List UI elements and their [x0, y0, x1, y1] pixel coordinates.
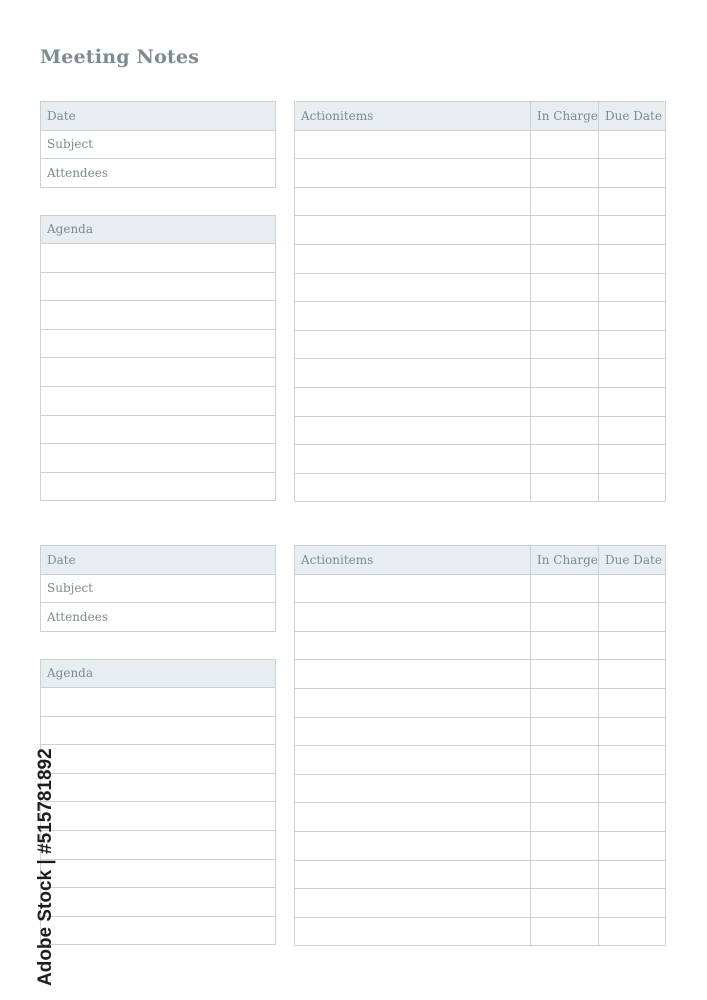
in-charge-cell[interactable]	[531, 187, 599, 216]
due-date-cell[interactable]	[599, 445, 666, 474]
agenda-row	[41, 859, 276, 888]
actionitems-header: Actionitems	[295, 102, 531, 131]
in-charge-cell[interactable]	[531, 860, 599, 889]
agenda-entry-cell[interactable]	[41, 916, 276, 945]
action-item-cell[interactable]	[295, 603, 531, 632]
action-item-cell[interactable]	[295, 831, 531, 860]
in-charge-cell[interactable]	[531, 746, 599, 775]
in-charge-cell[interactable]	[531, 216, 599, 245]
action-item-cell[interactable]	[295, 159, 531, 188]
agenda-header: Agenda	[41, 215, 276, 244]
due-date-cell[interactable]	[599, 746, 666, 775]
in-charge-cell[interactable]	[531, 445, 599, 474]
due-date-cell[interactable]	[599, 889, 666, 918]
agenda-entry-cell[interactable]	[41, 244, 276, 273]
action-item-row	[295, 717, 666, 746]
in-charge-cell[interactable]	[531, 831, 599, 860]
watermark-text: Adobe Stock | #515781892	[35, 748, 56, 986]
due-date-header: Due Date	[599, 546, 666, 575]
in-charge-cell[interactable]	[531, 159, 599, 188]
action-item-cell[interactable]	[295, 387, 531, 416]
action-item-cell[interactable]	[295, 860, 531, 889]
action-item-row	[295, 917, 666, 946]
agenda-row	[41, 888, 276, 917]
action-item-row	[295, 660, 666, 689]
agenda-header-row	[41, 215, 276, 244]
due-date-cell[interactable]	[599, 717, 666, 746]
action-item-row	[295, 889, 666, 918]
in-charge-cell[interactable]	[531, 574, 599, 603]
agenda-row	[41, 244, 276, 273]
action-item-cell[interactable]	[295, 216, 531, 245]
actionitems-header: Actionitems	[295, 546, 531, 575]
agenda-row	[41, 716, 276, 745]
action-item-row	[295, 603, 666, 632]
in-charge-cell[interactable]	[531, 273, 599, 302]
due-date-cell[interactable]	[599, 831, 666, 860]
agenda-table	[40, 215, 276, 502]
action-item-row	[295, 445, 666, 474]
action-item-row	[295, 473, 666, 502]
agenda-row	[41, 773, 276, 802]
agenda-entry-cell[interactable]	[41, 831, 276, 860]
agenda-row	[41, 301, 276, 330]
info-row-attendees	[41, 159, 276, 188]
action-item-cell[interactable]	[295, 774, 531, 803]
action-items-table	[294, 101, 666, 502]
in-charge-cell[interactable]	[531, 244, 599, 273]
agenda-header-row	[41, 659, 276, 688]
due-date-cell[interactable]	[599, 273, 666, 302]
action-items-header-row	[295, 546, 666, 575]
attendees-label: Attendees	[41, 603, 276, 632]
in-charge-cell[interactable]	[531, 917, 599, 946]
due-date-cell[interactable]	[599, 860, 666, 889]
in-charge-cell[interactable]	[531, 330, 599, 359]
action-item-row	[295, 688, 666, 717]
action-item-row	[295, 130, 666, 159]
due-date-cell[interactable]	[599, 603, 666, 632]
agenda-row	[41, 415, 276, 444]
action-item-cell[interactable]	[295, 803, 531, 832]
due-date-cell[interactable]	[599, 416, 666, 445]
agenda-entry-cell[interactable]	[41, 358, 276, 387]
agenda-row	[41, 358, 276, 387]
in-charge-cell[interactable]	[531, 660, 599, 689]
agenda-row	[41, 745, 276, 774]
action-item-row	[295, 187, 666, 216]
due-date-cell[interactable]	[599, 473, 666, 502]
due-date-cell[interactable]	[599, 631, 666, 660]
in-charge-cell[interactable]	[531, 387, 599, 416]
agenda-row	[41, 916, 276, 945]
action-item-row	[295, 159, 666, 188]
action-item-cell[interactable]	[295, 688, 531, 717]
due-date-cell[interactable]	[599, 917, 666, 946]
action-item-row	[295, 216, 666, 245]
action-item-cell[interactable]	[295, 130, 531, 159]
agenda-entry-cell[interactable]	[41, 329, 276, 358]
meeting-info-table	[40, 101, 276, 188]
action-item-row	[295, 746, 666, 775]
action-item-row	[295, 631, 666, 660]
page-title: Meeting Notes	[40, 46, 200, 68]
agenda-entry-cell[interactable]	[41, 688, 276, 717]
info-row-subject	[41, 130, 276, 159]
subject-label: Subject	[41, 574, 276, 603]
in-charge-header: In Charge	[531, 102, 599, 131]
in-charge-cell[interactable]	[531, 717, 599, 746]
agenda-entry-cell[interactable]	[41, 301, 276, 330]
in-charge-cell[interactable]	[531, 416, 599, 445]
in-charge-cell[interactable]	[531, 803, 599, 832]
agenda-entry-cell[interactable]	[41, 415, 276, 444]
agenda-row	[41, 329, 276, 358]
info-row-date	[41, 102, 276, 131]
action-item-cell[interactable]	[295, 416, 531, 445]
info-row-subject	[41, 574, 276, 603]
agenda-entry-cell[interactable]	[41, 472, 276, 501]
due-date-header: Due Date	[599, 102, 666, 131]
action-item-row	[295, 416, 666, 445]
date-label: Date	[41, 102, 276, 131]
action-item-cell[interactable]	[295, 244, 531, 273]
due-date-cell[interactable]	[599, 130, 666, 159]
action-item-row	[295, 359, 666, 388]
due-date-cell[interactable]	[599, 574, 666, 603]
agenda-entry-cell[interactable]	[41, 859, 276, 888]
meeting-info-table	[40, 545, 276, 632]
action-item-cell[interactable]	[295, 473, 531, 502]
action-item-cell[interactable]	[295, 574, 531, 603]
due-date-cell[interactable]	[599, 244, 666, 273]
agenda-entry-cell[interactable]	[41, 716, 276, 745]
action-item-cell[interactable]	[295, 889, 531, 918]
in-charge-cell[interactable]	[531, 603, 599, 632]
action-item-cell[interactable]	[295, 917, 531, 946]
action-item-row	[295, 831, 666, 860]
due-date-cell[interactable]	[599, 803, 666, 832]
due-date-cell[interactable]	[599, 216, 666, 245]
due-date-cell[interactable]	[599, 660, 666, 689]
action-item-cell[interactable]	[295, 330, 531, 359]
agenda-row	[41, 272, 276, 301]
agenda-header: Agenda	[41, 659, 276, 688]
action-item-cell[interactable]	[295, 746, 531, 775]
stock-watermark	[9, 748, 56, 990]
action-item-row	[295, 574, 666, 603]
agenda-table	[40, 659, 276, 946]
action-item-cell[interactable]	[295, 302, 531, 331]
in-charge-cell[interactable]	[531, 688, 599, 717]
action-item-cell[interactable]	[295, 359, 531, 388]
agenda-entry-cell[interactable]	[41, 888, 276, 917]
due-date-cell[interactable]	[599, 688, 666, 717]
agenda-entry-cell[interactable]	[41, 444, 276, 473]
agenda-row	[41, 831, 276, 860]
agenda-row	[41, 387, 276, 416]
info-row-date	[41, 546, 276, 575]
attendees-label: Attendees	[41, 159, 276, 188]
action-item-cell[interactable]	[295, 187, 531, 216]
action-item-cell[interactable]	[295, 273, 531, 302]
due-date-cell[interactable]	[599, 359, 666, 388]
action-item-row	[295, 244, 666, 273]
action-items-table	[294, 545, 666, 946]
agenda-entry-cell[interactable]	[41, 387, 276, 416]
info-row-attendees	[41, 603, 276, 632]
agenda-entry-cell[interactable]	[41, 802, 276, 831]
in-charge-cell[interactable]	[531, 889, 599, 918]
action-item-row	[295, 273, 666, 302]
due-date-cell[interactable]	[599, 302, 666, 331]
action-item-cell[interactable]	[295, 717, 531, 746]
action-items-header-row	[295, 102, 666, 131]
agenda-entry-cell[interactable]	[41, 745, 276, 774]
in-charge-cell[interactable]	[531, 774, 599, 803]
due-date-cell[interactable]	[599, 774, 666, 803]
action-item-row	[295, 302, 666, 331]
in-charge-cell[interactable]	[531, 631, 599, 660]
in-charge-cell[interactable]	[531, 130, 599, 159]
due-date-cell[interactable]	[599, 330, 666, 359]
date-label: Date	[41, 546, 276, 575]
action-item-row	[295, 803, 666, 832]
agenda-entry-cell[interactable]	[41, 773, 276, 802]
in-charge-cell[interactable]	[531, 359, 599, 388]
action-item-row	[295, 330, 666, 359]
action-item-row	[295, 387, 666, 416]
action-item-cell[interactable]	[295, 445, 531, 474]
action-item-cell[interactable]	[295, 660, 531, 689]
subject-label: Subject	[41, 130, 276, 159]
in-charge-cell[interactable]	[531, 473, 599, 502]
due-date-cell[interactable]	[599, 159, 666, 188]
due-date-cell[interactable]	[599, 187, 666, 216]
action-item-cell[interactable]	[295, 631, 531, 660]
in-charge-cell[interactable]	[531, 302, 599, 331]
in-charge-header: In Charge	[531, 546, 599, 575]
agenda-row	[41, 444, 276, 473]
agenda-row	[41, 802, 276, 831]
action-item-row	[295, 774, 666, 803]
due-date-cell[interactable]	[599, 387, 666, 416]
agenda-row	[41, 688, 276, 717]
agenda-row	[41, 472, 276, 501]
action-item-row	[295, 860, 666, 889]
agenda-entry-cell[interactable]	[41, 272, 276, 301]
